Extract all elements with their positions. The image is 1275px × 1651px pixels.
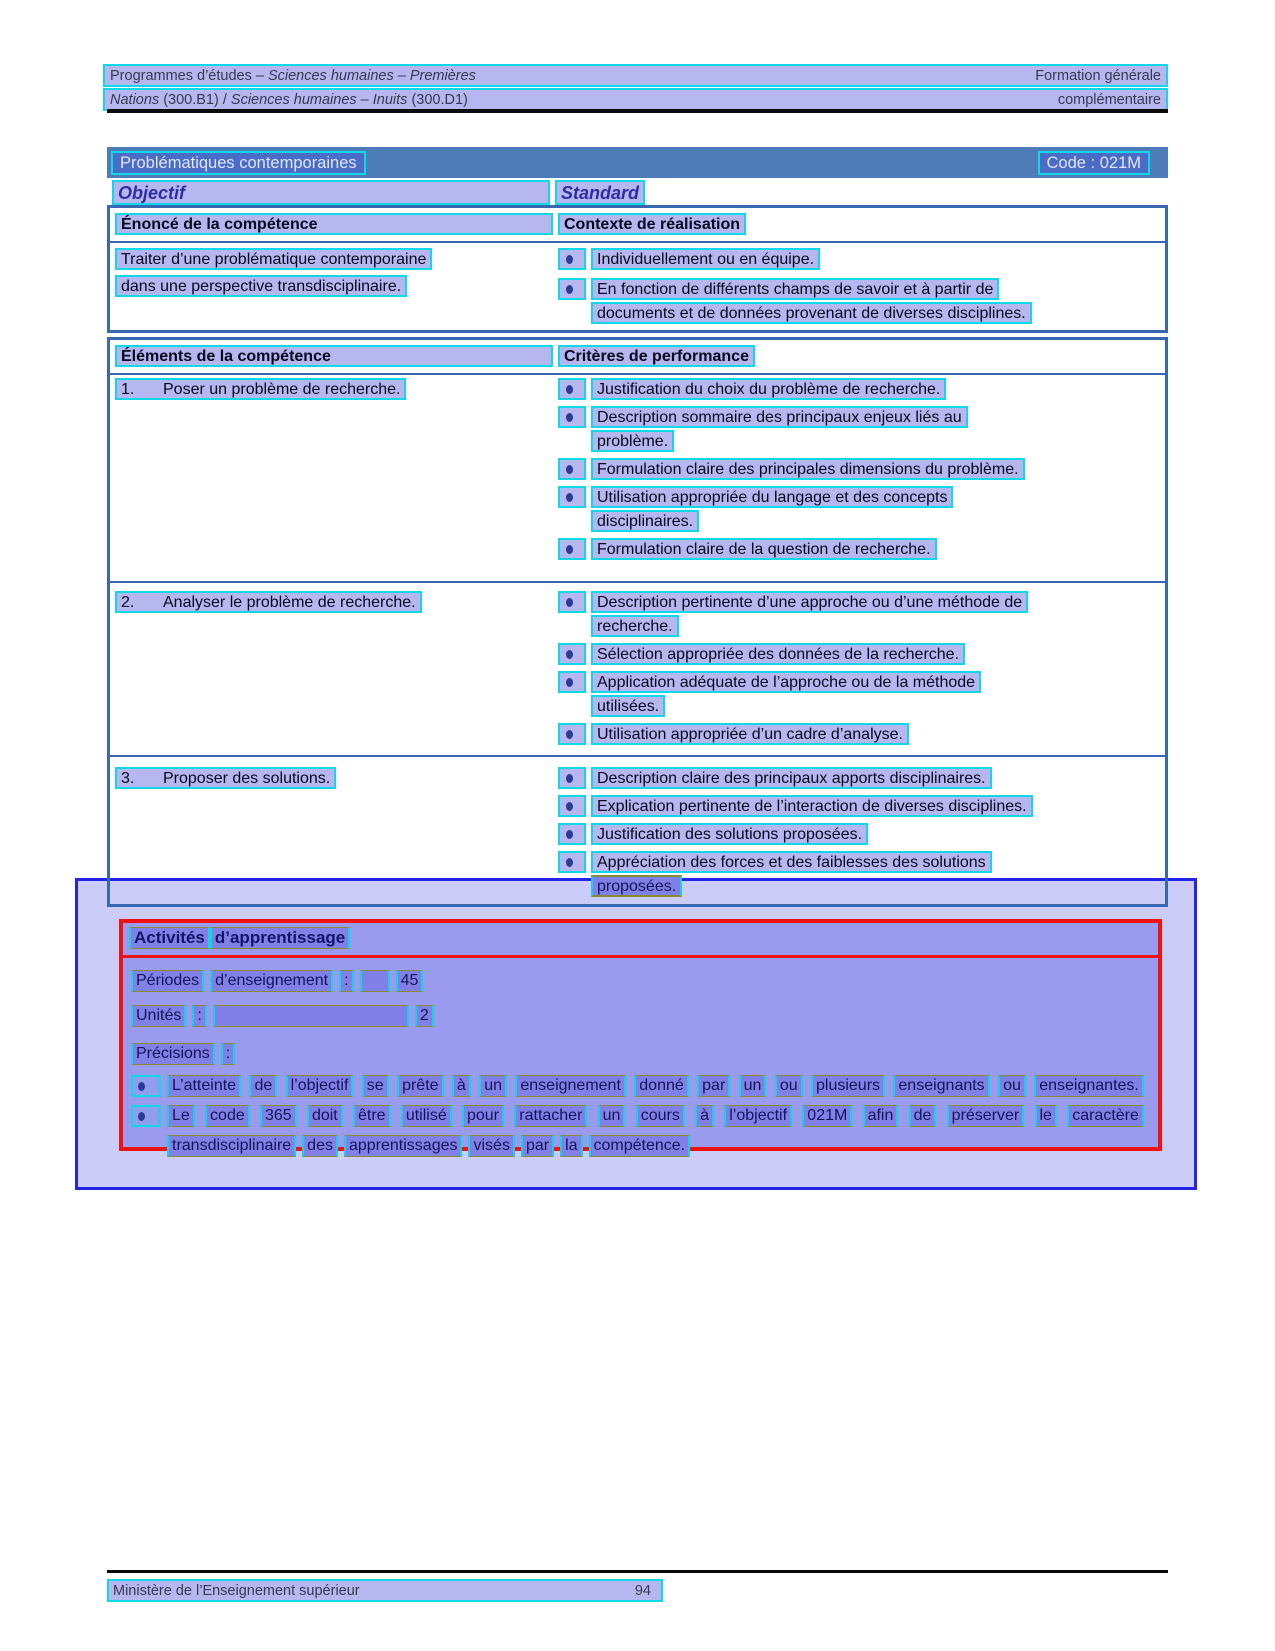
element-text: Proposer des solutions. (163, 770, 331, 787)
word-highlight: caractère (1067, 1105, 1144, 1127)
table2-right-header: Critères de performance (558, 345, 755, 367)
bullet-line (558, 767, 1162, 789)
periods-spacer-box (360, 970, 390, 992)
bullet-line (591, 695, 1162, 717)
bullet-marker (558, 643, 586, 665)
periods-label-word: d’enseignement (210, 970, 333, 992)
precision-line (167, 1075, 1144, 1097)
bullet-group (558, 378, 1162, 400)
criteria-text: Description pertinente d’une approche ou d’une méthode de (591, 591, 1028, 613)
element-number: 1. (121, 381, 135, 398)
word-highlight: de (249, 1075, 277, 1097)
bullet-line (591, 430, 1162, 452)
word-highlight: à (695, 1105, 714, 1127)
header-text-segment: Nations (110, 91, 160, 108)
word-highlight: à (452, 1075, 471, 1097)
bullet-line (591, 615, 1162, 637)
bullet-group (558, 406, 1162, 452)
header-left-text-2 (110, 92, 468, 108)
criteria-column (558, 378, 1162, 566)
bullet-icon (566, 650, 573, 659)
statement-text: Traiter d’une problématique contemporaine (115, 248, 432, 270)
criteria-text: proposées. (591, 875, 682, 897)
word-highlight: donné (634, 1075, 689, 1097)
criteria-text: Justification des solutions proposées. (591, 823, 868, 845)
element-item (115, 767, 336, 789)
bullet-icon (566, 730, 573, 739)
page-number: 94 (634, 1582, 651, 1599)
header-text-segment: Programmes d’études – (110, 67, 268, 84)
bullet-marker (558, 795, 586, 817)
objectif-label: Objectif (112, 180, 550, 205)
word-highlight: Le (167, 1105, 195, 1127)
criteria-text: Formulation claire des principales dimensions du problème. (591, 458, 1025, 480)
bullet-line (591, 875, 1162, 897)
word-highlight: prête (397, 1075, 443, 1097)
units-spacer-box (213, 1005, 409, 1027)
criteria-text: disciplinaires. (591, 510, 699, 532)
table1-right-header: Contexte de réalisation (558, 213, 746, 235)
header-rule (107, 109, 1168, 113)
bullet-line (591, 510, 1162, 532)
header-right-text-1: Formation générale (1035, 67, 1161, 84)
bullet-line (591, 302, 1162, 324)
word-highlight: l’objectif (724, 1105, 792, 1127)
bullet-marker (558, 591, 586, 613)
bullet-line (558, 278, 1162, 300)
bullet-icon (566, 678, 573, 687)
footer-text: Ministère de l’Enseignement supérieur (113, 1582, 360, 1599)
header-text-segment: Sciences humaines – Premières (267, 67, 476, 84)
word-highlight: un (479, 1075, 507, 1097)
word-highlight: de (909, 1105, 937, 1127)
bullet-group (558, 723, 1162, 745)
precision-line-continued (167, 1135, 1144, 1157)
word-highlight: des (302, 1135, 338, 1157)
word-highlight: le (1035, 1105, 1057, 1127)
table1-left-header: Énoncé de la compétence (115, 213, 553, 235)
bullet-marker (131, 1105, 161, 1127)
periods-value: 45 (396, 970, 424, 992)
precision-line (167, 1105, 1144, 1127)
header-line-2 (103, 88, 1168, 111)
header-text-segment: Sciences humaines – Inuits (230, 91, 408, 108)
element-row (110, 583, 1165, 757)
header-text-segment: (300.D1) (407, 91, 468, 108)
statement-line (115, 275, 555, 302)
criteria-text: Application adéquate de l’approche ou de la méthode (591, 671, 981, 693)
bullet-icon (566, 858, 573, 867)
bullet-group (558, 767, 1162, 789)
bullet-line (558, 248, 1162, 270)
bullet-icon (566, 255, 573, 264)
bullet-line (558, 723, 1162, 745)
bullet-icon (566, 802, 573, 811)
bullet-icon (566, 285, 573, 294)
criteria-column (558, 767, 1162, 903)
bullet-group (558, 851, 1162, 897)
precisions-bullets (131, 1075, 1144, 1157)
bullet-line (558, 538, 1162, 560)
bullet-marker (558, 723, 586, 745)
units-row (131, 1005, 1144, 1027)
element-row (110, 757, 1165, 903)
bullet-group (558, 643, 1162, 665)
bullet-line (558, 486, 1162, 508)
word-highlight: transdisciplinaire (167, 1135, 296, 1157)
objectif-standard-row (107, 180, 1168, 205)
code-badge: Code : 021M (1038, 151, 1150, 175)
element-item (115, 591, 422, 613)
elements-table (107, 337, 1168, 907)
activities-panel (119, 919, 1162, 1154)
word-highlight: afin (863, 1105, 899, 1127)
units-value: 2 (415, 1005, 434, 1027)
bullet-marker (558, 851, 586, 873)
table2-left-header: Éléments de la compétence (115, 345, 553, 367)
bullet-line (558, 671, 1162, 693)
word-highlight: enseignantes. (1034, 1075, 1144, 1097)
bullet-group (558, 486, 1162, 532)
competence-table (107, 205, 1168, 333)
bullet-icon (566, 465, 573, 474)
bullet-line (558, 378, 1162, 400)
criteria-text: En fonction de différents champs de savoir et à partir de (591, 278, 999, 300)
activities-title-word: d’apprentissage (210, 927, 350, 949)
word-highlight: utilisé (401, 1105, 452, 1127)
bullet-icon (566, 598, 573, 607)
criteria-text: recherche. (591, 615, 679, 637)
word-highlight: un (598, 1105, 626, 1127)
bullet-group (558, 538, 1162, 560)
word-highlight: visés (468, 1135, 514, 1157)
word-highlight: ou (998, 1075, 1026, 1097)
word-highlight: l’objectif (286, 1075, 354, 1097)
precision-bullet (131, 1105, 1144, 1127)
criteria-text: Individuellement ou en équipe. (591, 248, 820, 270)
bullet-marker (131, 1075, 161, 1097)
element-item (115, 378, 406, 400)
element-number: 3. (121, 770, 135, 787)
word-highlight: par (697, 1075, 730, 1097)
header-left-text-1 (110, 68, 476, 84)
footer-rule (107, 1570, 1168, 1573)
bullet-group (558, 458, 1162, 480)
bullet-marker (558, 406, 586, 428)
statement-line (115, 248, 555, 275)
bullet-group (558, 248, 1162, 270)
word-highlight: être (353, 1105, 391, 1127)
bullet-line (558, 851, 1162, 873)
precisions-row (131, 1043, 1144, 1065)
periods-label-word: : (339, 970, 353, 992)
word-highlight: 021M (802, 1105, 852, 1127)
bullet-marker (558, 486, 586, 508)
activities-title-word: Activités (129, 927, 210, 949)
bullet-icon (566, 413, 573, 422)
bullet-marker (558, 378, 586, 400)
bullet-icon (138, 1082, 145, 1091)
word-highlight: enseignement (515, 1075, 626, 1097)
competence-statement (115, 248, 555, 302)
bullet-line (558, 823, 1162, 845)
page-footer (107, 1579, 663, 1602)
precisions-label-word: : (221, 1043, 235, 1065)
word-highlight: un (739, 1075, 767, 1097)
criteria-text: Description sommaire des principaux enjeux liés au (591, 406, 968, 428)
word-highlight: rattacher (514, 1105, 587, 1127)
word-highlight: la (560, 1135, 582, 1157)
periods-label-word: Périodes (131, 970, 204, 992)
competence-table-header (110, 208, 1165, 243)
word-highlight: doit (307, 1105, 343, 1127)
bullet-icon (138, 1112, 145, 1121)
criteria-text: Utilisation appropriée du langage et des concepts (591, 486, 953, 508)
title-bar (107, 147, 1168, 178)
header-text-segment: (300.B1) / (159, 91, 231, 108)
criteria-text: utilisées. (591, 695, 665, 717)
element-text: Analyser le problème de recherche. (163, 594, 416, 611)
element-row (110, 375, 1165, 583)
units-label-word: : (192, 1005, 206, 1027)
bullet-marker (558, 823, 586, 845)
bullet-marker (558, 278, 586, 300)
elements-table-header (110, 340, 1165, 375)
word-highlight: enseignants (893, 1075, 989, 1097)
criteria-column (558, 591, 1162, 751)
criteria-text: problème. (591, 430, 674, 452)
page-title: Problématiques contemporaines (111, 151, 366, 175)
bullet-marker (558, 248, 586, 270)
word-highlight: cours (636, 1105, 685, 1127)
bullet-icon (566, 493, 573, 502)
bullet-icon (566, 545, 573, 554)
word-highlight: ou (775, 1075, 803, 1097)
bullet-marker (558, 458, 586, 480)
word-highlight: code (205, 1105, 250, 1127)
bullet-group (558, 671, 1162, 717)
word-highlight: pour (462, 1105, 504, 1127)
bullet-group (558, 591, 1162, 637)
activities-body (123, 958, 1158, 1157)
word-highlight: apprentissages (344, 1135, 463, 1157)
element-number: 2. (121, 594, 135, 611)
statement-text: dans une perspective transdisciplinaire. (115, 275, 407, 297)
bullet-group (558, 795, 1162, 817)
units-label-word: Unités (131, 1005, 186, 1027)
bullet-marker (558, 767, 586, 789)
header-right-text-2: complémentaire (1057, 91, 1161, 108)
activities-title (123, 923, 1158, 958)
bullet-icon (566, 774, 573, 783)
bullet-icon (566, 385, 573, 394)
bullet-line (558, 591, 1162, 613)
criteria-text: Justification du choix du problème de recherche. (591, 378, 946, 400)
bullet-marker (558, 671, 586, 693)
word-highlight: plusieurs (811, 1075, 885, 1097)
bullet-line (558, 458, 1162, 480)
competence-table-body (110, 243, 1165, 331)
criteria-text: Formulation claire de la question de recherche. (591, 538, 937, 560)
bullet-group (558, 823, 1162, 845)
header-line-1 (103, 64, 1168, 87)
word-highlight: 365 (260, 1105, 297, 1127)
precisions-label-word: Précisions (131, 1043, 215, 1065)
element-text: Poser un problème de recherche. (163, 381, 401, 398)
bullet-line (558, 406, 1162, 428)
bullet-group (558, 278, 1162, 324)
bullet-marker (558, 538, 586, 560)
periods-row (131, 970, 1144, 992)
realisation-context (558, 248, 1162, 332)
precision-bullet (131, 1075, 1144, 1097)
criteria-text: Description claire des principaux apports disciplinaires. (591, 767, 992, 789)
criteria-text: Appréciation des forces et des faiblesses des solutions (591, 851, 992, 873)
criteria-text: Utilisation appropriée d’un cadre d’analyse. (591, 723, 909, 745)
criteria-text: Explication pertinente de l’interaction de diverses disciplines. (591, 795, 1033, 817)
bullet-line (558, 643, 1162, 665)
word-highlight: se (362, 1075, 389, 1097)
bullet-line (558, 795, 1162, 817)
word-highlight: par (521, 1135, 554, 1157)
criteria-text: documents et de données provenant de diverses disciplines. (591, 302, 1032, 324)
word-highlight: compétence. (589, 1135, 691, 1157)
bullet-icon (566, 830, 573, 839)
standard-label: Standard (555, 180, 645, 205)
word-highlight: L’atteinte (167, 1075, 241, 1097)
word-highlight: préserver (947, 1105, 1025, 1127)
criteria-text: Sélection appropriée des données de la recherche. (591, 643, 965, 665)
